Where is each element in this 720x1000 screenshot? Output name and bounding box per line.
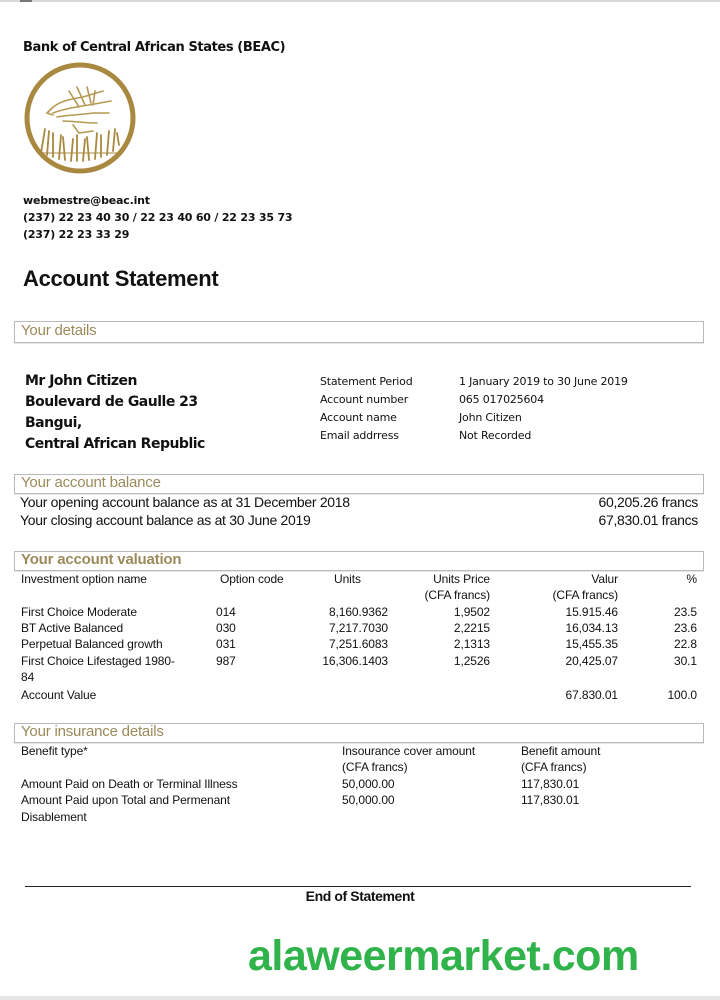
closing-balance-row	[20, 512, 698, 528]
address-line: Central African Republic	[25, 436, 205, 452]
opening-balance-row	[20, 494, 698, 510]
header-cover-currency: (CFA francs)	[342, 760, 408, 774]
address-line: Boulevard de Gaulle 23	[25, 394, 198, 410]
end-divider	[25, 886, 691, 887]
account-value-total: 67.830.01	[565, 688, 618, 702]
address-line: Mr John Citizen	[25, 373, 138, 389]
contact-info	[23, 192, 292, 243]
details-labels	[320, 373, 412, 445]
contact-email[interactable]: webmestre@beac.int	[23, 194, 150, 207]
header-benefit-type: Benefit type*	[21, 744, 88, 758]
units: 7,251.6083	[328, 637, 388, 651]
header-cover-amount: Insourance cover amount	[342, 744, 476, 758]
account-value-label: Account Value	[21, 688, 97, 702]
statement-period-label: Statement Period	[320, 375, 413, 388]
top-border	[0, 0, 720, 2]
header-units: Units	[334, 572, 361, 586]
value: 20,425.07	[565, 654, 618, 668]
closing-balance-value: 67,830.01 francs	[598, 512, 698, 528]
balance-section-header	[14, 474, 704, 494]
header-units-price-currency: (CFA francs)	[424, 588, 490, 602]
benefit-amount: 117,830.01	[521, 793, 580, 807]
customer-address	[25, 371, 205, 455]
header-benefit-amount: Benefit amount	[521, 744, 601, 758]
percent: 22.8	[674, 637, 697, 651]
header-percent: %	[686, 572, 697, 586]
opening-balance-label: Your opening account balance as at 31 December 2018	[20, 494, 350, 510]
option-code: 031	[216, 637, 236, 651]
header-investment-name: Investment option name	[21, 572, 147, 586]
account-number-label: Account number	[320, 393, 409, 406]
email-address-value: Not Recorded	[459, 429, 532, 442]
investment-name-continued: 84	[21, 670, 35, 684]
valuation-section-header	[14, 551, 704, 571]
units-price: 1,2526	[453, 654, 490, 668]
account-value-percent: 100.0	[667, 688, 697, 702]
units: 7,217.7030	[328, 621, 388, 635]
balance-section-title: Your account balance	[21, 474, 161, 491]
bank-name: Bank of Central African States (BEAC)	[23, 40, 286, 55]
account-number-value: 065 017025604	[459, 393, 544, 406]
header-value-currency: (CFA francs)	[552, 588, 618, 602]
opening-balance-value: 60,205.26 francs	[598, 494, 698, 510]
value: 16,034.13	[565, 621, 618, 635]
email-address-label: Email addrress	[320, 429, 399, 442]
header-units-price: Units Price	[433, 572, 490, 586]
value: 15,455.35	[565, 637, 618, 651]
insurance-section-title: Your insurance details	[21, 723, 164, 740]
top-mark	[20, 0, 32, 2]
page-title: Account Statement	[23, 266, 219, 291]
details-section-title: Your details	[21, 322, 97, 339]
cover-amount: 50,000.00	[342, 777, 395, 791]
statement-period-value: 1 January 2019 to 30 June 2019	[459, 375, 628, 388]
header-benefit-currency: (CFA francs)	[521, 760, 587, 774]
watermark: alaweermarket.com	[248, 932, 639, 980]
investment-name: Perpetual Balanced growth	[21, 637, 163, 651]
percent: 23.6	[674, 621, 697, 635]
units-price: 1,9502	[453, 605, 490, 619]
units-price: 2,2215	[453, 621, 490, 635]
option-code: 987	[216, 654, 236, 668]
option-code: 014	[216, 605, 236, 619]
details-section-header	[14, 321, 704, 343]
details-values	[459, 373, 628, 445]
address-line: Bangui,	[25, 415, 82, 431]
contact-phone-1: (237) 22 23 40 30 / 22 23 40 60 / 22 23 35 73	[23, 211, 293, 224]
option-code: 030	[216, 621, 236, 635]
value: 15.915.46	[565, 605, 618, 619]
account-name-value: John Citizen	[459, 411, 522, 424]
cover-amount: 50,000.00	[342, 793, 395, 807]
units-price: 2,1313	[453, 637, 490, 651]
investment-name: BT Active Balanced	[21, 621, 124, 635]
benefit-type: Amount Paid on Death or Terminal Illness	[21, 777, 238, 791]
beac-antelope-seal-icon	[23, 61, 137, 175]
benefit-amount: 117,830.01	[521, 777, 580, 791]
investment-name: First Choice Moderate	[21, 605, 137, 619]
insurance-section-header	[14, 723, 704, 743]
units: 8,160.9362	[328, 605, 388, 619]
header-value: Valur	[591, 572, 618, 586]
benefit-type: Amount Paid upon Total and Permenant	[21, 793, 230, 807]
header-option-code: Option code	[220, 572, 284, 586]
end-of-statement: End of Statement	[305, 888, 415, 904]
benefit-type-continued: Disablement	[21, 810, 87, 824]
investment-name: First Choice Lifestaged 1980-	[21, 654, 175, 668]
bottom-border	[0, 996, 720, 1000]
account-name-label: Account name	[320, 411, 397, 424]
closing-balance-label: Your closing account balance as at 30 June 2019	[20, 512, 311, 528]
valuation-section-title: Your account valuation	[21, 551, 182, 568]
units: 16,306.1403	[322, 654, 388, 668]
percent: 30.1	[674, 654, 697, 668]
percent: 23.5	[674, 605, 697, 619]
contact-phone-2: (237) 22 23 33 29	[23, 228, 130, 241]
